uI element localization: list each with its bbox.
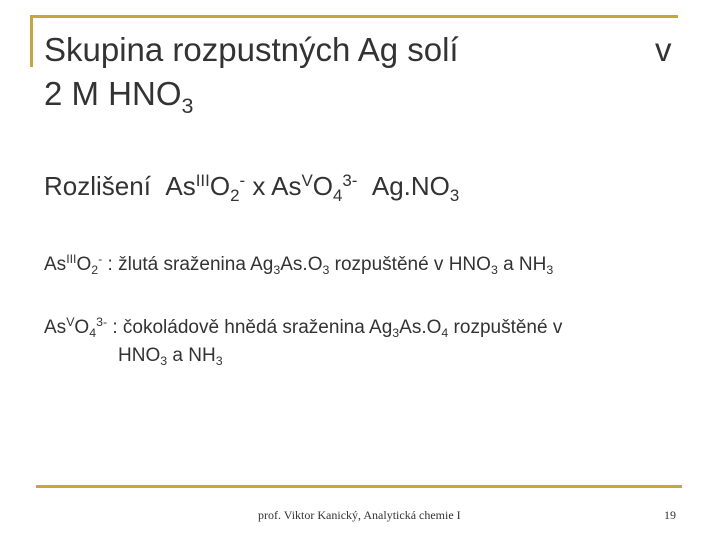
formula-as3: $As^{III}O_2^-$ — [165, 170, 246, 205]
top-rule — [30, 15, 678, 18]
title-v: v — [655, 31, 672, 68]
arsenite-line: $As^{III}O_2^-$ : žlutá sraženina $Ag_3As.O_3$ rozpuštěné v $HNO_3$ a $NH_3$ — [44, 252, 554, 278]
subheading-label: Rozlišení — [44, 171, 151, 201]
formula-agno3: $Ag.NO_3$ — [371, 171, 460, 205]
formula-as5: $As^VO_4^{3-}$ — [271, 170, 358, 205]
bottom-rule — [36, 485, 682, 488]
slide-title — [44, 28, 459, 116]
arsenate-line-continuation: $HNO_3$ a $NH_3$ — [118, 345, 223, 369]
subheading-x: x — [245, 171, 272, 201]
arsenate-line: $As^VO_4^{3-}$ : čokoládově hnědá sraženina $Ag_3As.O_4$ rozpuštěné v — [44, 315, 563, 341]
title-line1: Skupina rozpustných Ag solí — [44, 31, 459, 68]
title-subscript: 3 — [181, 93, 194, 118]
title-line2: 2 M HNO — [44, 75, 182, 112]
page-number: 19 — [664, 508, 676, 522]
subheading — [44, 166, 459, 206]
footer-author: prof. Viktor Kanický, Analytická chemie I — [258, 508, 461, 522]
left-rule — [30, 15, 33, 67]
